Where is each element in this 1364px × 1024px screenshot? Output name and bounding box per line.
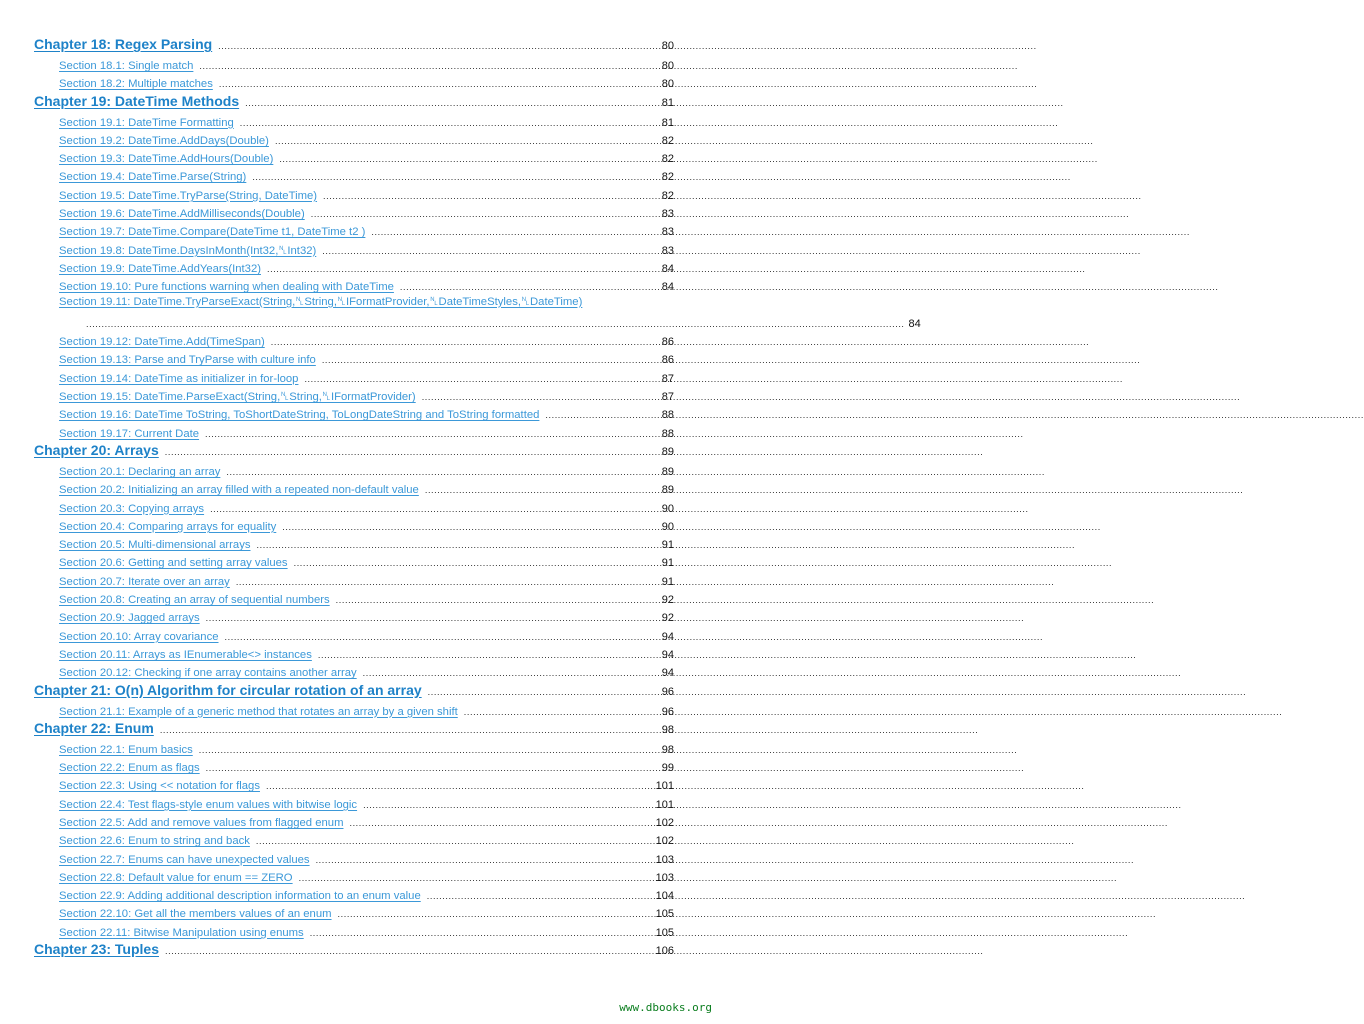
toc-section-entry[interactable] [34, 74, 674, 92]
toc-page-number[interactable]: 96 [661, 705, 674, 718]
toc-section-entry[interactable] [34, 56, 674, 74]
dot-leader [199, 740, 658, 758]
dot-leader [205, 424, 658, 442]
dot-leader [275, 131, 658, 149]
toc-page-number[interactable]: 83 [661, 244, 674, 257]
toc-entry-title[interactable]: Section 22.11: Bitwise Manipulation using enums [59, 926, 304, 939]
toc-chapter-entry[interactable] [34, 93, 674, 113]
toc-section-entry[interactable] [34, 241, 674, 259]
dot-leader [199, 56, 657, 74]
dot-leader [267, 259, 658, 277]
dot-leader [425, 480, 658, 498]
toc-section-entry[interactable] [34, 904, 674, 922]
toc-section-entry[interactable] [34, 831, 674, 849]
toc-page-number[interactable]: 103 [655, 871, 674, 884]
toc-page-number[interactable]: 80 [661, 40, 674, 52]
dot-leader [271, 332, 658, 350]
toc-section-entry[interactable] [34, 387, 674, 405]
dot-leader [464, 702, 658, 720]
toc-page-number[interactable]: 89 [661, 445, 674, 458]
toc-chapter-entry[interactable] [34, 682, 674, 702]
toc-entry-title[interactable]: Chapter 18: Regex Parsing [34, 36, 213, 52]
toc-entry-title[interactable]: Section 21.1: Example of a generic method that rotates an array by a given shift [59, 705, 458, 718]
dot-leader [336, 590, 658, 608]
toc-page-number[interactable]: 90 [661, 502, 674, 515]
toc-page-number[interactable]: 98 [661, 723, 674, 736]
dot-leader [165, 941, 652, 959]
toc-entry-title[interactable]: Section 19.16: DateTime ToString, ToShortDateString, ToLongDateString and ToString formatted [59, 409, 540, 422]
dot-leader [257, 535, 658, 553]
toc-section-entry[interactable] [34, 886, 674, 904]
toc-page-number[interactable]: 90 [661, 520, 674, 533]
dot-leader [316, 850, 652, 868]
toc-page-number[interactable]: 81 [661, 116, 674, 129]
toc-section-entry[interactable] [34, 131, 674, 149]
toc-entry-title[interactable]: Chapter 23: Tuples [34, 941, 159, 958]
dot-leader [349, 813, 651, 831]
toc-section-entry[interactable] [34, 405, 674, 423]
toc-page-number[interactable]: 99 [661, 762, 674, 775]
dot-leader [363, 795, 652, 813]
toc-entry-title[interactable]: Section 22.10: Get all the members values of an enum [59, 908, 332, 921]
toc-entry-title[interactable]: Section 22.6: Enum to string and back [59, 835, 250, 848]
dot-leader [210, 499, 658, 517]
toc-entry-title[interactable]: Section 19.10: Pure functions warning when dealing with DateTime [59, 281, 394, 294]
toc-entry-title[interactable]: Section 19.14: DateTime as initializer in for-loop [59, 372, 299, 385]
toc-entry-title[interactable]: Section 20.4: Comparing arrays for equality [59, 520, 277, 533]
dot-leader [363, 663, 658, 681]
footer-site-link[interactable]: www.dbooks.org [619, 1001, 712, 1014]
toc-entry-title[interactable]: Section 19.6: DateTime.AddMilliseconds(Double) [59, 208, 305, 221]
toc-entry-title[interactable]: Section 22.3: Using << notation for flags [59, 780, 260, 793]
toc-entry-title[interactable]: Section 19.2: DateTime.AddDays(Double) [59, 134, 269, 147]
toc-section-entry[interactable] [34, 868, 674, 886]
toc-entry-title[interactable]: Section 20.9: Jagged arrays [59, 612, 200, 625]
toc-section-entry[interactable] [34, 222, 674, 240]
dot-leader [400, 277, 658, 295]
toc-section-entry[interactable] [34, 499, 674, 517]
toc-entry-title[interactable]: Section 22.5: Add and remove values from flagged enum [59, 816, 344, 829]
toc-page-number[interactable]: 86 [661, 336, 674, 349]
dot-leader [311, 204, 658, 222]
dot-leader [422, 387, 658, 405]
toc-entry-title[interactable]: Section 20.12: Checking if one array contains another array [59, 667, 357, 680]
toc-section-entry[interactable] [34, 535, 674, 553]
toc-section-entry[interactable] [34, 332, 674, 350]
toc-section-entry[interactable] [34, 813, 674, 831]
toc-entry-continuation [34, 314, 921, 332]
dot-leader [322, 241, 657, 259]
toc-entry-title[interactable]: Section 20.11: Arrays as IEnumerable<> instances [59, 648, 312, 661]
dot-leader [206, 608, 658, 626]
toc-section-entry[interactable] [34, 776, 674, 794]
dot-leader [310, 923, 652, 941]
toc-entry-title[interactable]: Section 19.11: DateTime.TryParseExact(String,␤String,␤IFormatProvider,␤DateTimeStyles,␤DateTime) [59, 295, 583, 308]
toc-page-number[interactable]: 103 [655, 853, 674, 866]
toc-chapter-entry[interactable] [34, 720, 674, 740]
toc-entry-title[interactable]: Section 20.7: Iterate over an array [59, 575, 230, 588]
toc-entry-title[interactable]: Chapter 22: Enum [34, 719, 154, 736]
toc-page-number[interactable]: 102 [655, 816, 674, 829]
toc-entry-title[interactable]: Section 19.4: DateTime.Parse(String) [59, 171, 247, 184]
toc-entry-title[interactable]: Section 19.17: Current Date [59, 427, 200, 440]
toc-entry-title[interactable]: Section 20.6: Getting and setting array values [59, 557, 288, 570]
dot-leader [299, 868, 652, 886]
toc-section-entry[interactable] [34, 277, 674, 295]
toc-section-entry[interactable] [34, 204, 674, 222]
dot-leader [240, 113, 658, 131]
toc-page-number[interactable]: 101 [655, 798, 674, 811]
dot-leader [322, 350, 658, 368]
toc-page-number[interactable]: 91 [661, 557, 674, 570]
toc-page-number[interactable]: 92 [661, 612, 674, 625]
toc-page-number[interactable]: 83 [661, 226, 674, 239]
dot-leader [226, 462, 657, 480]
toc-page-number[interactable]: 102 [655, 835, 674, 848]
dot-leader [294, 553, 658, 571]
toc-section-entry[interactable] [34, 663, 674, 681]
toc-page-number[interactable]: 80 [661, 78, 674, 91]
toc-section-entry[interactable] [34, 113, 674, 131]
toc-page-number[interactable]: 96 [661, 685, 674, 698]
toc-section-entry[interactable] [34, 590, 674, 608]
toc-entry-title[interactable]: Section 20.3: Copying arrays [59, 502, 205, 515]
toc-section-entry[interactable] [34, 923, 674, 941]
toc-page-number[interactable]: 106 [655, 945, 674, 958]
dot-leader [252, 167, 657, 185]
toc-section-entry[interactable] [34, 149, 674, 167]
toc-entry-title[interactable]: Section 19.3: DateTime.AddHours(Double) [59, 153, 274, 166]
dot-leader [245, 93, 658, 111]
toc-page-number[interactable]: 87 [661, 372, 674, 385]
toc-entry-title[interactable]: Chapter 21: O(n) Algorithm for circular rotation of an array [34, 681, 422, 698]
toc-entry-title[interactable]: Section 19.13: Parse and TryParse with culture info [59, 354, 316, 367]
toc-page-number[interactable]: 84 [908, 317, 921, 330]
dot-leader [304, 369, 657, 387]
dot-leader [225, 627, 658, 645]
dot-leader [218, 36, 658, 54]
toc-entry-title[interactable]: Section 19.5: DateTime.TryParse(String, DateTime) [59, 189, 318, 202]
toc-page-number[interactable]: 88 [661, 409, 674, 422]
toc-entry-title[interactable]: Section 20.8: Creating an array of sequential numbers [59, 594, 330, 607]
toc-section-entry[interactable] [34, 850, 674, 868]
dot-leader [428, 682, 658, 700]
toc-page-number[interactable]: 101 [655, 780, 674, 793]
toc-entry-title[interactable]: Section 19.12: DateTime.Add(TimeSpan) [59, 336, 265, 349]
toc-chapter-entry[interactable] [34, 442, 674, 462]
toc-page-number[interactable]: 105 [655, 926, 674, 939]
toc-section-entry[interactable] [34, 424, 674, 442]
toc-page-number[interactable]: 81 [661, 96, 674, 109]
toc-page-number[interactable]: 94 [661, 630, 674, 643]
toc-page-number[interactable]: 86 [661, 354, 674, 367]
toc-page-number[interactable]: 84 [661, 281, 674, 294]
dot-leader [266, 776, 652, 794]
toc-page-number[interactable]: 82 [661, 189, 674, 202]
toc-section-entry[interactable] [34, 627, 674, 645]
toc-page-number[interactable]: 89 [661, 465, 674, 478]
table-of-contents [34, 36, 921, 961]
dot-leader [371, 222, 657, 240]
dot-leader [318, 645, 658, 663]
toc-section-entry[interactable] [34, 645, 674, 663]
toc-section-entry[interactable] [34, 608, 674, 626]
toc-entry-title[interactable]: Section 18.1: Single match [59, 60, 194, 72]
toc-entry-title[interactable]: Section 19.9: DateTime.AddYears(Int32) [59, 262, 261, 275]
dot-leader [160, 720, 658, 738]
toc-section-entry[interactable] [34, 369, 674, 387]
toc-section-entry[interactable] [34, 167, 674, 185]
toc-page-number[interactable]: 82 [661, 153, 674, 166]
dot-leader [219, 74, 658, 92]
toc-section-entry[interactable] [34, 259, 674, 277]
toc-entry-title[interactable]: Section 22.7: Enums can have unexpected values [59, 853, 310, 866]
toc-entry-title[interactable]: Section 20.10: Array covariance [59, 630, 219, 643]
toc-page-number[interactable]: 83 [661, 208, 674, 221]
toc-section-entry[interactable] [34, 296, 674, 314]
toc-page-number[interactable]: 91 [661, 575, 674, 588]
dot-leader [323, 186, 658, 204]
toc-entry-title[interactable]: Section 20.2: Initializing an array filled with a repeated non-default value [59, 484, 419, 497]
toc-section-entry[interactable] [34, 350, 674, 368]
toc-page-number[interactable]: 98 [661, 743, 674, 756]
dot-leader [256, 831, 652, 849]
toc-chapter-entry[interactable] [34, 941, 674, 961]
toc-section-entry[interactable] [34, 758, 674, 776]
dot-leader [279, 149, 657, 167]
toc-entry-title[interactable]: Section 22.4: Test flags-style enum values with bitwise logic [59, 798, 358, 811]
toc-page-number[interactable]: 89 [661, 484, 674, 497]
toc-entry-title[interactable]: Section 19.8: DateTime.DaysInMonth(Int32,␤Int32) [59, 244, 317, 257]
dot-leader [282, 517, 657, 535]
toc-entry-title[interactable]: Section 19.7: DateTime.Compare(DateTime t1, DateTime t2 ) [59, 226, 366, 239]
dot-leader [206, 758, 658, 776]
toc-entry-title[interactable]: Section 18.2: Multiple matches [59, 78, 213, 91]
toc-chapter-entry[interactable] [34, 36, 674, 56]
dot-leader [427, 886, 652, 904]
toc-section-entry[interactable] [34, 553, 674, 571]
toc-section-entry[interactable] [34, 186, 674, 204]
dot-leader [165, 442, 658, 460]
toc-entry-title[interactable]: Chapter 19: DateTime Methods [34, 92, 240, 109]
toc-entry-title[interactable]: Chapter 20: Arrays [34, 441, 159, 458]
toc-section-entry[interactable] [34, 702, 674, 720]
toc-page-number[interactable]: 94 [661, 667, 674, 680]
toc-page-number[interactable]: 92 [661, 594, 674, 607]
toc-page-number[interactable]: 94 [661, 648, 674, 661]
toc-section-entry[interactable] [34, 740, 674, 758]
toc-page-number[interactable]: 105 [655, 908, 674, 921]
toc-page-number[interactable]: 82 [661, 171, 674, 184]
dot-leader [86, 314, 905, 332]
toc-entry-title[interactable]: Section 22.2: Enum as flags [59, 762, 200, 775]
toc-entry-title[interactable]: Section 19.15: DateTime.ParseExact(String,␤String,␤IFormatProvider) [59, 391, 416, 404]
toc-section-entry[interactable] [34, 517, 674, 535]
toc-entry-title[interactable]: Section 22.1: Enum basics [59, 743, 193, 756]
toc-entry-title[interactable]: Section 22.9: Adding additional description information to an enum value [59, 890, 421, 903]
toc-page-number[interactable]: 87 [661, 391, 674, 404]
dot-leader [236, 572, 658, 590]
toc-section-entry[interactable] [34, 572, 674, 590]
toc-page-number[interactable]: 104 [655, 890, 674, 903]
toc-page-number[interactable]: 88 [661, 427, 674, 440]
toc-section-entry[interactable] [34, 462, 674, 480]
toc-section-entry[interactable] [34, 795, 674, 813]
toc-entry-title[interactable]: Section 19.1: DateTime Formatting [59, 116, 234, 129]
toc-entry-title[interactable]: Section 22.8: Default value for enum == ZERO [59, 871, 293, 884]
toc-page-number[interactable]: 80 [661, 60, 674, 72]
toc-entry-title[interactable]: Section 20.5: Multi-dimensional arrays [59, 539, 251, 552]
toc-section-entry[interactable] [34, 480, 674, 498]
toc-page-number[interactable]: 84 [661, 262, 674, 275]
dot-leader [338, 904, 652, 922]
dot-leader [545, 405, 657, 423]
toc-page-number[interactable]: 91 [661, 539, 674, 552]
toc-page-number[interactable]: 82 [661, 134, 674, 147]
toc-entry-title[interactable]: Section 20.1: Declaring an array [59, 465, 221, 478]
